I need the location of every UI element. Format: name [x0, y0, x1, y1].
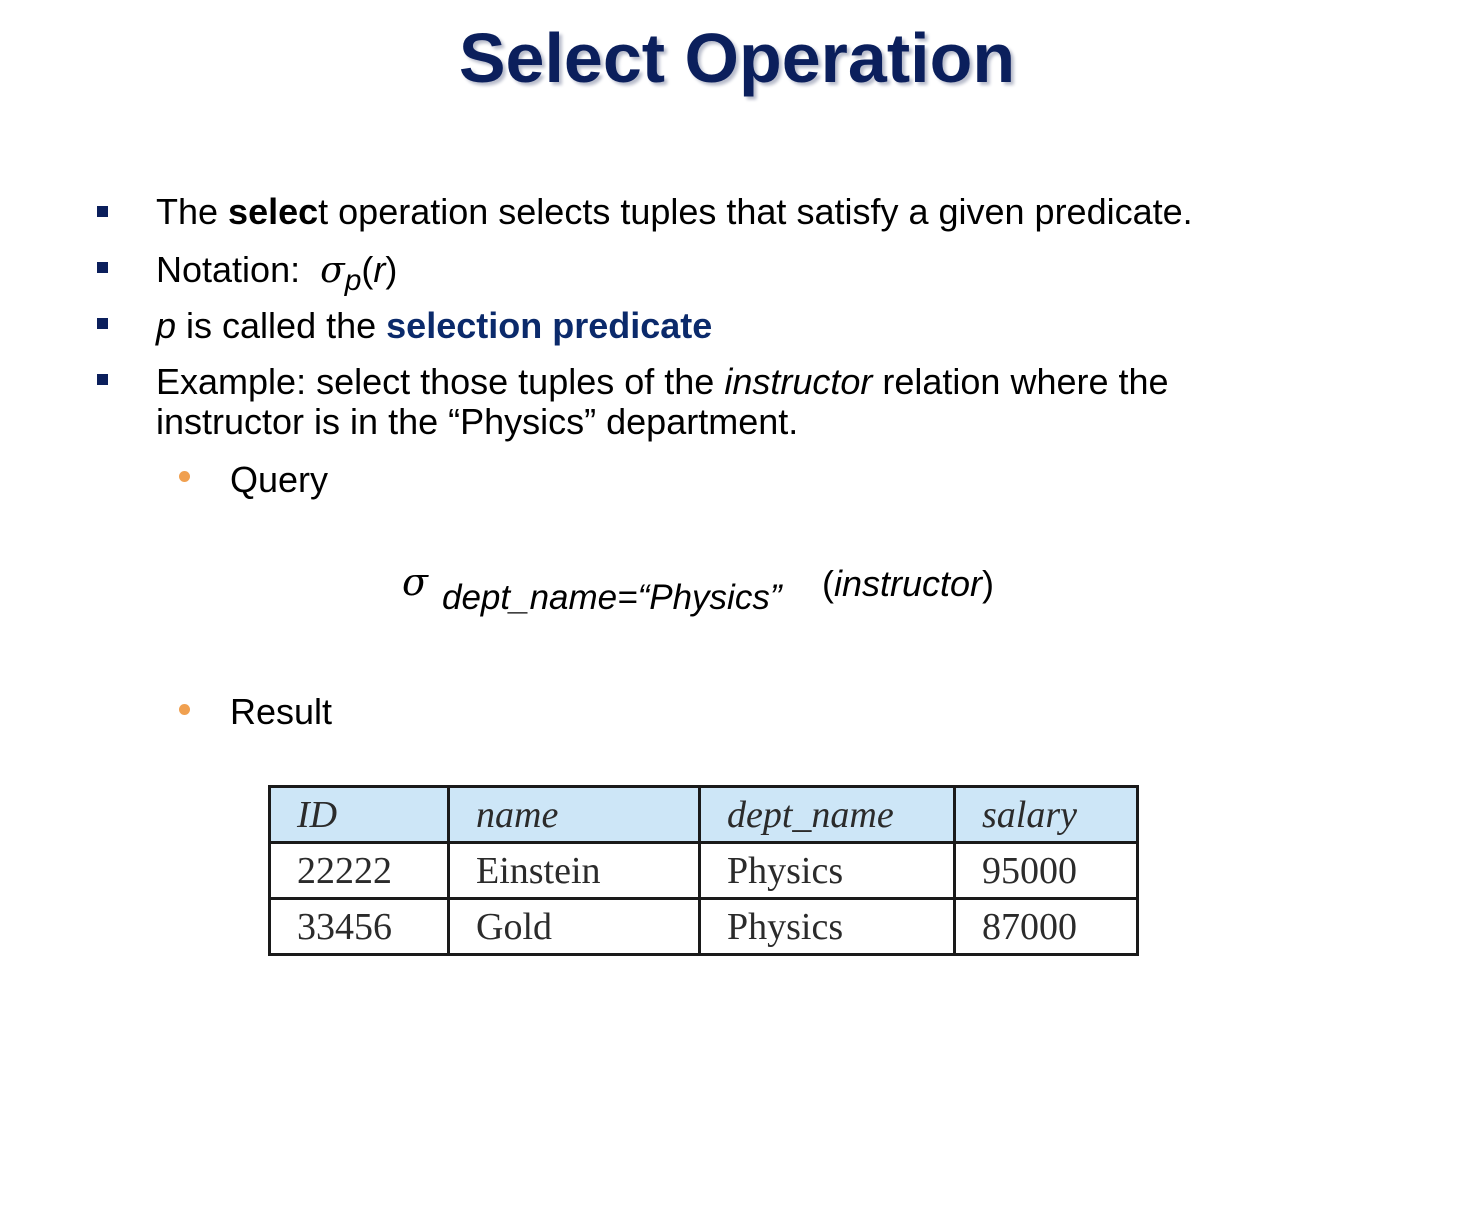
square-bullet-icon — [97, 206, 108, 217]
square-bullet-icon — [97, 262, 108, 273]
result-label: Result — [230, 691, 333, 732]
dot-bullet-icon — [179, 704, 190, 715]
cell-name: Einstein — [449, 843, 700, 899]
close-paren: ) — [982, 563, 995, 604]
relation-var: r — [373, 249, 386, 290]
cell-dept-name: Physics — [700, 843, 955, 899]
header-name: name — [449, 787, 700, 843]
bullet-select-definition — [0, 192, 1474, 236]
text-definition: operation selects tuples that satisfy a given predicate. — [328, 191, 1193, 232]
text-t: t — [318, 191, 329, 232]
query-relation: instructor — [834, 563, 983, 604]
header-salary: salary — [955, 787, 1138, 843]
sub-bullet-result — [0, 692, 1474, 736]
cell-id: 22222 — [270, 843, 449, 899]
bullet-text — [156, 250, 397, 301]
table-row — [270, 899, 1138, 955]
example-pre: Example: select those tuples of the — [156, 361, 725, 402]
open-paren: ( — [822, 563, 834, 604]
table-header-row — [270, 787, 1138, 843]
predicate-subscript: p — [344, 264, 362, 298]
sub-bullet-query — [0, 460, 1474, 504]
sigma-symbol: σ — [402, 560, 428, 604]
slide-title: Select Operation — [458, 19, 1016, 97]
cell-dept-name: Physics — [700, 899, 955, 955]
query-predicate: dept_name=“Physics” — [442, 578, 782, 617]
sigma-symbol: σ — [320, 250, 345, 291]
bullet-example — [0, 362, 1474, 446]
dot-bullet-icon — [179, 471, 190, 482]
cell-name: Gold — [449, 899, 700, 955]
bullet-text — [156, 306, 712, 346]
bullet-text-line2: instructor is in the “Physics” department. — [156, 401, 799, 442]
bullet-notation — [0, 249, 1474, 298]
text-called: is called the — [176, 305, 387, 346]
relation-instructor: instructor — [724, 361, 873, 402]
bullet-selection-predicate — [0, 306, 1474, 350]
keyword-select: selec — [228, 191, 319, 232]
header-dept-name: dept_name — [700, 787, 955, 843]
cell-id: 33456 — [270, 899, 449, 955]
open-paren: ( — [361, 249, 374, 290]
cell-salary: 95000 — [955, 843, 1138, 899]
example-post: relation where the — [872, 361, 1169, 402]
table-row — [270, 843, 1138, 899]
square-bullet-icon — [97, 374, 108, 385]
text-the: The — [156, 191, 229, 232]
bullet-text — [156, 192, 1193, 232]
square-bullet-icon — [97, 318, 108, 329]
cell-salary: 87000 — [955, 899, 1138, 955]
predicate-var: p — [156, 305, 177, 346]
notation-label: Notation: — [156, 249, 311, 290]
query-argument — [822, 562, 994, 606]
close-paren: ) — [385, 249, 398, 290]
bullet-text-line1 — [156, 362, 1169, 402]
term-selection-predicate: selection predicate — [386, 305, 713, 346]
result-table — [268, 785, 1139, 956]
query-label: Query — [230, 459, 329, 500]
header-id: ID — [270, 787, 449, 843]
